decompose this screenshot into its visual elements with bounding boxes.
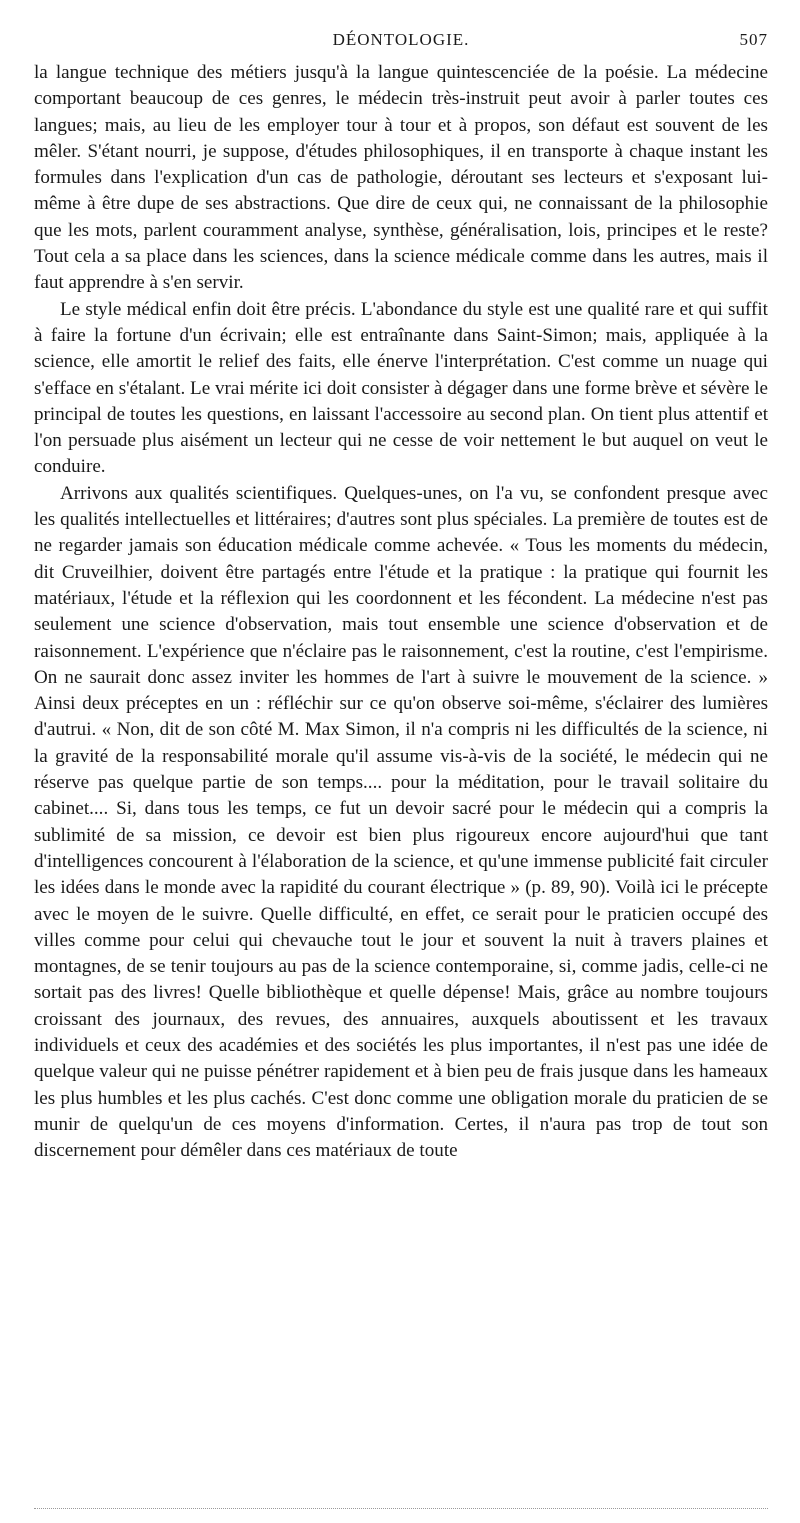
footer-rule — [34, 1508, 768, 1509]
paragraph: Le style médical enfin doit être précis. L'abondance du style est une qualité rare et qui suffit à faire la fortune d'un écrivain; elle est entraînante dans Saint-Simon; mais, appliquée à la science, elle amortit le relief des faits, elle énerve l'interprétation. C'est comme un nuage qui s'efface en s'étalant. Le vrai mérite ici doit consister à dégager dans une forme brève et sévère le principal de toutes les questions, en laissant l'accessoire au second plan. On tient plus attentif et l'on persuade plus aisément un lecteur qui ne cesse de voir nettement le but auquel on veut le conduire. — [34, 298, 768, 478]
body-text — [34, 60, 768, 1164]
book-page — [34, 30, 768, 1164]
running-title: DÉONTOLOGIE. — [332, 30, 470, 49]
paragraph: la langue technique des métiers jusqu'à la langue quintescenciée de la poésie. La médecine comportant beaucoup de ces genres, le médecin très-instruit peut avoir à parler toutes ces langues; mais, au lieu de les employer tour à tour et à propos, son défaut est souvent de les mêler. S'étant nourri, je suppose, d'études philosophiques, il en transporte à chaque instant les formules dans l'explication d'un cas de pathologie, déroutant ses lecteurs et s'exposant lui-même à être dupe de ses abstractions. Que dire de ceux qui, ne connaissant de la philosophie que les mots, parlent couramment analyse, synthèse, généralisation, lois, principes et le reste? Tout cela a sa place dans les sciences, dans la science médicale comme dans les autres, mais il faut apprendre à s'en servir. — [34, 62, 768, 294]
paragraph: Arrivons aux qualités scientifiques. Quelques-unes, on l'a vu, se confondent presque avec les qualités intellectuelles et littéraires; d'autres sont plus spéciales. La première de toutes est de ne regarder jamais son éducation médicale comme achevée. « Tous les moments du médecin, dit Cruveilhier, doivent être partagés entre l'étude et la pratique : la pratique qui fournit les matériaux, l'étude et la réflexion qui les coordonnent et les fécondent. La médecine n'est pas seulement une science d'observation, mais tout ensemble une science d'observation et de raisonnement. L'expérience que n'éclaire pas le raisonnement, c'est la routine, c'est l'empirisme. On ne saurait donc assez inviter les hommes de l'art à suivre le mouvement de la science. » Ainsi deux préceptes en un : réfléchir sur ce qu'on observe soi-même, s'éclairer des lumières d'autrui. « Non, dit de son côté M. Max Simon, il n'a compris ni les difficultés de la science, ni la gravité de la responsabilité morale qu'il assume vis-à-vis de la société, le médecin qui ne réserve pas quelque partie de son temps.... pour la méditation, pour le travail solitaire du cabinet.... Si, dans tous les temps, ce fut un devoir sacré pour le médecin qui a compris la sublimité de sa mission, ce devoir est bien plus rigoureux encore aujourd'hui que tant d'intelligences concourent à l'élaboration de la science, et qu'une immense publicité fait circuler les idées dans le monde avec la rapidité du courant électrique » (p. 89, 90). Voilà ici le précepte avec le moyen de le suivre. Quelle difficulté, en effet, ce serait pour le praticien occupé des villes comme pour celui qui chevauche tout le jour et souvent la nuit à travers plaines et montagnes, de se tenir toujours au pas de la science contemporaine, si, comme jadis, celle-ci ne sortait pas des livres! Quelle bibliothèque et quelle dépense! Mais, grâce au nombre toujours croissant des journaux, des revues, des annuaires, auxquels aboutissent et les travaux individuels et ceux des académies et des sociétés les plus importantes, il n'est pas une idée de quelque valeur qui ne puisse pénétrer rapidement et à bien peu de frais jusque dans les hameaux les plus humbles et les plus cachés. C'est donc comme une obligation morale du praticien de se munir de quelqu'un de ces moyens d'information. Certes, il n'aura pas trop de tout son discernement pour démêler dans ces matériaux de toute — [34, 482, 768, 1162]
page-number: 507 — [739, 30, 768, 49]
running-header — [34, 30, 768, 60]
